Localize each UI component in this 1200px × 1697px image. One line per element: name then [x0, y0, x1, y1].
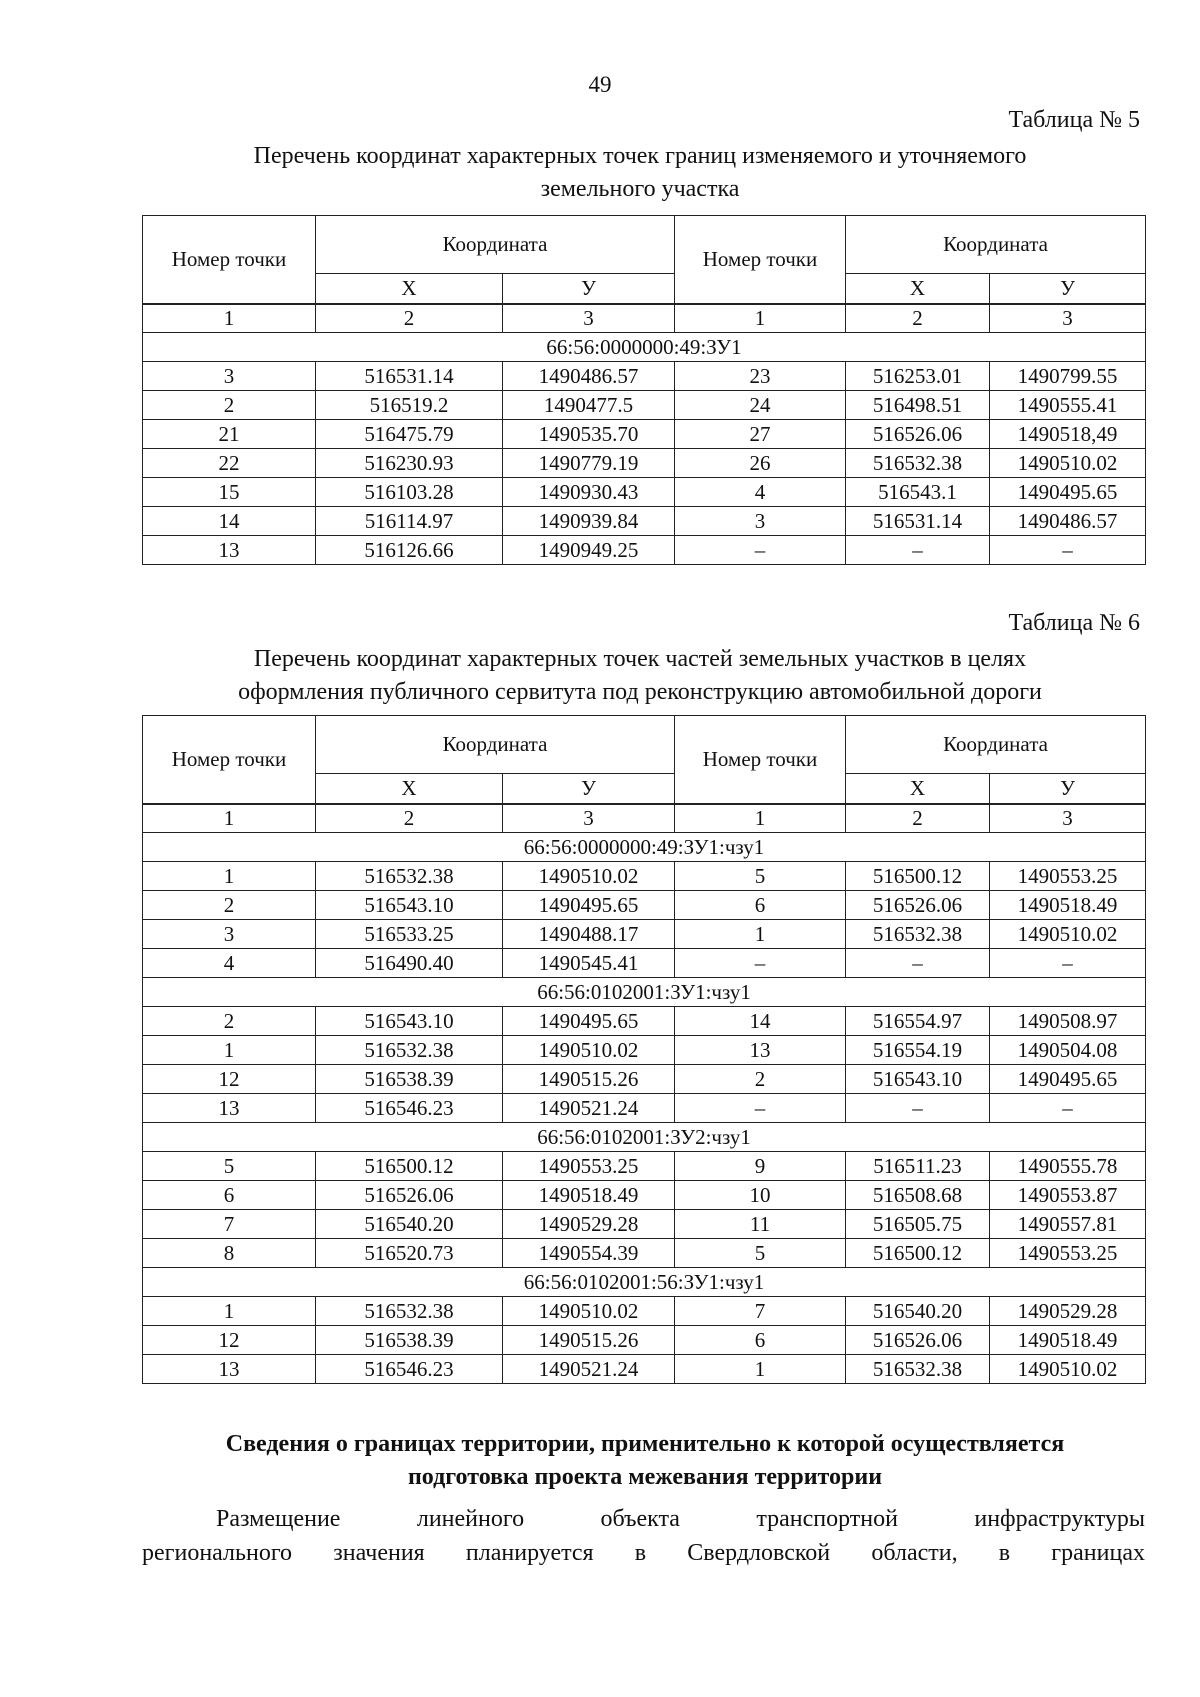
table-cell: 516490.40: [316, 949, 503, 978]
table-cell: 7: [675, 1297, 846, 1326]
header-coordinate: Координата: [316, 216, 675, 274]
table-cell: 516532.38: [846, 1355, 990, 1384]
table-cell: 1490553.25: [990, 862, 1146, 891]
table-cell: 516540.20: [316, 1210, 503, 1239]
header-x: Х: [846, 774, 990, 804]
table-row: [143, 1181, 1146, 1210]
page-number: 49: [588, 72, 612, 97]
table-cell: 2: [675, 1065, 846, 1094]
table-cell: 516532.38: [846, 449, 990, 478]
body-paragraph: [142, 1502, 1145, 1570]
table-cell: 516538.39: [316, 1065, 503, 1094]
table-cell: 22: [143, 449, 316, 478]
table-cell: 1490495.65: [990, 478, 1146, 507]
header-x: Х: [316, 774, 503, 804]
paragraph-line1: Размещение линейного объекта транспортной инфраструктуры: [216, 1506, 1145, 1532]
table-cell: 2: [143, 391, 316, 420]
column-number: 1: [675, 304, 846, 333]
table-cell: –: [846, 1094, 990, 1123]
table-cell: 5: [675, 862, 846, 891]
table-cell: 13: [143, 536, 316, 565]
table-row: [143, 391, 1146, 420]
table-cell: –: [675, 536, 846, 565]
table-cell: 1490510.02: [990, 1355, 1146, 1384]
table-cell: 14: [675, 1007, 846, 1036]
table-cell: 516543.10: [316, 1007, 503, 1036]
header-coordinate: Координата: [846, 716, 1146, 774]
table-row: [143, 1326, 1146, 1355]
column-number: 2: [846, 304, 990, 333]
table-cell: 516526.06: [846, 420, 990, 449]
table-cell: 516554.19: [846, 1036, 990, 1065]
table-cell: 1490545.41: [503, 949, 675, 978]
table-cell: 4: [143, 949, 316, 978]
header-coordinate: Координата: [846, 216, 1146, 274]
column-number: 2: [316, 304, 503, 333]
table-cell: 516500.12: [316, 1152, 503, 1181]
table-cell: 516532.38: [316, 862, 503, 891]
section-row: [143, 1123, 1146, 1152]
table-cell: 1490529.28: [990, 1297, 1146, 1326]
table-cell: 1490555.41: [990, 391, 1146, 420]
table-cell: 1490515.26: [503, 1065, 675, 1094]
table-cell: 1: [675, 1355, 846, 1384]
table-cell: 516508.68: [846, 1181, 990, 1210]
table-row: [143, 1297, 1146, 1326]
table-cell: –: [846, 949, 990, 978]
table-cell: 3: [675, 507, 846, 536]
table-cell: 7: [143, 1210, 316, 1239]
table-cell: 1490508.97: [990, 1007, 1146, 1036]
table-cell: 516532.38: [846, 920, 990, 949]
table-row: [143, 449, 1146, 478]
table-cell: 9: [675, 1152, 846, 1181]
table-row: [143, 1007, 1146, 1036]
table-cell: 1490799.55: [990, 362, 1146, 391]
table-cell: 1490554.39: [503, 1239, 675, 1268]
table-cell: 14: [143, 507, 316, 536]
table-cell: 1490488.17: [503, 920, 675, 949]
table-cell: 516475.79: [316, 420, 503, 449]
section-cadastral-number: 66:56:0000000:49:ЗУ1: [143, 333, 1146, 362]
header-y: У: [503, 274, 675, 304]
table-row: [143, 420, 1146, 449]
header-y: У: [990, 274, 1146, 304]
table-row: [143, 920, 1146, 949]
table-cell: 23: [675, 362, 846, 391]
section-cadastral-number: 66:56:0102001:ЗУ1:чзу1: [143, 978, 1146, 1007]
table-cell: 516546.23: [316, 1094, 503, 1123]
table-cell: 3: [143, 920, 316, 949]
section-row: [143, 978, 1146, 1007]
table-row: [143, 1210, 1146, 1239]
header-point-number: Номер точки: [675, 216, 846, 304]
table-cell: 6: [675, 1326, 846, 1355]
paragraph-line2: регионального значения планируется в Свердловской области, в границах: [142, 1540, 1145, 1566]
table-row: [143, 862, 1146, 891]
table-row: [143, 1355, 1146, 1384]
table-cell: 1490486.57: [503, 362, 675, 391]
table-cell: 516230.93: [316, 449, 503, 478]
table-cell: 1490779.19: [503, 449, 675, 478]
table-row: [143, 362, 1146, 391]
column-number: 2: [316, 804, 503, 833]
table-row: [143, 1152, 1146, 1181]
table-row: [143, 507, 1146, 536]
table-cell: 516114.97: [316, 507, 503, 536]
header-y: У: [990, 774, 1146, 804]
table-cell: 516500.12: [846, 1239, 990, 1268]
table-cell: 8: [143, 1239, 316, 1268]
table-cell: 12: [143, 1326, 316, 1355]
section-cadastral-number: 66:56:0000000:49:ЗУ1:чзу1: [143, 833, 1146, 862]
table-cell: 516543.10: [846, 1065, 990, 1094]
table-row: [143, 478, 1146, 507]
table-cell: 516532.38: [316, 1297, 503, 1326]
column-number: 3: [990, 304, 1146, 333]
table-cell: 2: [143, 891, 316, 920]
table5-title-line2: земельного участка: [540, 176, 740, 202]
table-cell: 1490535.70: [503, 420, 675, 449]
header-point-number: Номер точки: [675, 716, 846, 804]
table-cell: 4: [675, 478, 846, 507]
header-x: Х: [846, 274, 990, 304]
table-row: [143, 1239, 1146, 1268]
table6-title: [140, 643, 1140, 709]
table-cell: 1490518.49: [990, 1326, 1146, 1355]
table-cell: 1490553.87: [990, 1181, 1146, 1210]
table-cell: 516546.23: [316, 1355, 503, 1384]
column-number: 1: [143, 804, 316, 833]
table-cell: –: [990, 536, 1146, 565]
table-cell: 516533.25: [316, 920, 503, 949]
table-cell: 516554.97: [846, 1007, 990, 1036]
table-cell: 1490521.24: [503, 1094, 675, 1123]
table-cell: 516538.39: [316, 1326, 503, 1355]
table6-coordinates: [142, 715, 1146, 1384]
table-cell: 11: [675, 1210, 846, 1239]
column-number-row: [143, 304, 1146, 333]
table-cell: 1490553.25: [503, 1152, 675, 1181]
column-number: 1: [675, 804, 846, 833]
table-cell: 1490510.02: [503, 862, 675, 891]
table-cell: 1490486.57: [990, 507, 1146, 536]
table-cell: 1490949.25: [503, 536, 675, 565]
column-number: 2: [846, 804, 990, 833]
table-cell: 1490939.84: [503, 507, 675, 536]
table-cell: –: [846, 536, 990, 565]
table-cell: 1490518,49: [990, 420, 1146, 449]
table-cell: 516543.1: [846, 478, 990, 507]
table5-title: [140, 140, 1140, 206]
section-heading-line1: Сведения о границах территории, применительно к которой осуществляется: [225, 1431, 1065, 1457]
table-cell: 1: [675, 920, 846, 949]
table-cell: 1: [143, 1036, 316, 1065]
table-cell: 27: [675, 420, 846, 449]
table-cell: 1490521.24: [503, 1355, 675, 1384]
table-cell: 15: [143, 478, 316, 507]
table-cell: 516540.20: [846, 1297, 990, 1326]
header-y: У: [503, 774, 675, 804]
table-cell: 2: [143, 1007, 316, 1036]
section-cadastral-number: 66:56:0102001:ЗУ2:чзу1: [143, 1123, 1146, 1152]
table6-label: Таблица № 6: [1008, 610, 1140, 636]
section-cadastral-number: 66:56:0102001:56:ЗУ1:чзу1: [143, 1268, 1146, 1297]
table-row: [143, 949, 1146, 978]
table-cell: 1490510.02: [503, 1036, 675, 1065]
table-cell: 26: [675, 449, 846, 478]
table-cell: –: [990, 1094, 1146, 1123]
table-cell: 516511.23: [846, 1152, 990, 1181]
table-cell: 516520.73: [316, 1239, 503, 1268]
table-cell: 1490495.65: [503, 891, 675, 920]
table5-label: Таблица № 5: [1008, 107, 1140, 133]
table-cell: 516505.75: [846, 1210, 990, 1239]
header-coordinate: Координата: [316, 716, 675, 774]
table-cell: 1490529.28: [503, 1210, 675, 1239]
table6-title-line1: Перечень координат характерных точек частей земельных участков в целях: [253, 646, 1027, 672]
column-number: 3: [503, 804, 675, 833]
table-cell: 5: [675, 1239, 846, 1268]
table-cell: 516531.14: [316, 362, 503, 391]
table-cell: 516103.28: [316, 478, 503, 507]
table-cell: 1490930.43: [503, 478, 675, 507]
table-row: [143, 1036, 1146, 1065]
table-cell: 1490510.02: [503, 1297, 675, 1326]
table-cell: 3: [143, 362, 316, 391]
section-heading-line2: подготовка проекта межевания территории: [407, 1464, 883, 1490]
table-cell: 1490518.49: [990, 891, 1146, 920]
table-cell: 10: [675, 1181, 846, 1210]
table-cell: 1490557.81: [990, 1210, 1146, 1239]
table-cell: 1490477.5: [503, 391, 675, 420]
table5-title-line1: Перечень координат характерных точек границ изменяемого и уточняемого: [253, 143, 1027, 169]
table-cell: 1490518.49: [503, 1181, 675, 1210]
table-cell: 13: [143, 1094, 316, 1123]
table-cell: 516498.51: [846, 391, 990, 420]
table-cell: 12: [143, 1065, 316, 1094]
table-cell: 516526.06: [316, 1181, 503, 1210]
header-x: Х: [316, 274, 503, 304]
table-cell: 1490515.26: [503, 1326, 675, 1355]
table-cell: 516526.06: [846, 891, 990, 920]
table-cell: 516500.12: [846, 862, 990, 891]
table-cell: 1490495.65: [503, 1007, 675, 1036]
table6-title-line2: оформления публичного сервитута под реконструкцию автомобильной дороги: [238, 679, 1042, 705]
table-cell: –: [675, 949, 846, 978]
table-cell: 1490510.02: [990, 449, 1146, 478]
section-row: [143, 333, 1146, 362]
table-cell: 24: [675, 391, 846, 420]
table-row: [143, 1065, 1146, 1094]
table-row: [143, 891, 1146, 920]
header-point-number: Номер точки: [143, 716, 316, 804]
table-cell: 1490510.02: [990, 920, 1146, 949]
header-point-number: Номер точки: [143, 216, 316, 304]
table-cell: 1490553.25: [990, 1239, 1146, 1268]
table-cell: –: [990, 949, 1146, 978]
column-number: 3: [503, 304, 675, 333]
table-cell: 21: [143, 420, 316, 449]
column-number: 3: [990, 804, 1146, 833]
column-number: 1: [143, 304, 316, 333]
section-row: [143, 833, 1146, 862]
header-row: [143, 716, 1146, 774]
table-cell: 13: [675, 1036, 846, 1065]
table5-coordinates: [142, 215, 1146, 565]
table-cell: 1: [143, 1297, 316, 1326]
table-cell: 1: [143, 862, 316, 891]
table-cell: 13: [143, 1355, 316, 1384]
section-heading: [140, 1428, 1150, 1494]
table-cell: 6: [675, 891, 846, 920]
table-cell: 1490495.65: [990, 1065, 1146, 1094]
table-cell: 516526.06: [846, 1326, 990, 1355]
table-cell: 6: [143, 1181, 316, 1210]
table-row: [143, 536, 1146, 565]
table-cell: 5: [143, 1152, 316, 1181]
table-cell: 516253.01: [846, 362, 990, 391]
table-cell: 516532.38: [316, 1036, 503, 1065]
section-row: [143, 1268, 1146, 1297]
table-cell: –: [675, 1094, 846, 1123]
table-row: [143, 1094, 1146, 1123]
header-row: [143, 216, 1146, 274]
table-cell: 516543.10: [316, 891, 503, 920]
table-cell: 1490555.78: [990, 1152, 1146, 1181]
table-cell: 1490504.08: [990, 1036, 1146, 1065]
table-cell: 516519.2: [316, 391, 503, 420]
table-cell: 516126.66: [316, 536, 503, 565]
column-number-row: [143, 804, 1146, 833]
table-cell: 516531.14: [846, 507, 990, 536]
